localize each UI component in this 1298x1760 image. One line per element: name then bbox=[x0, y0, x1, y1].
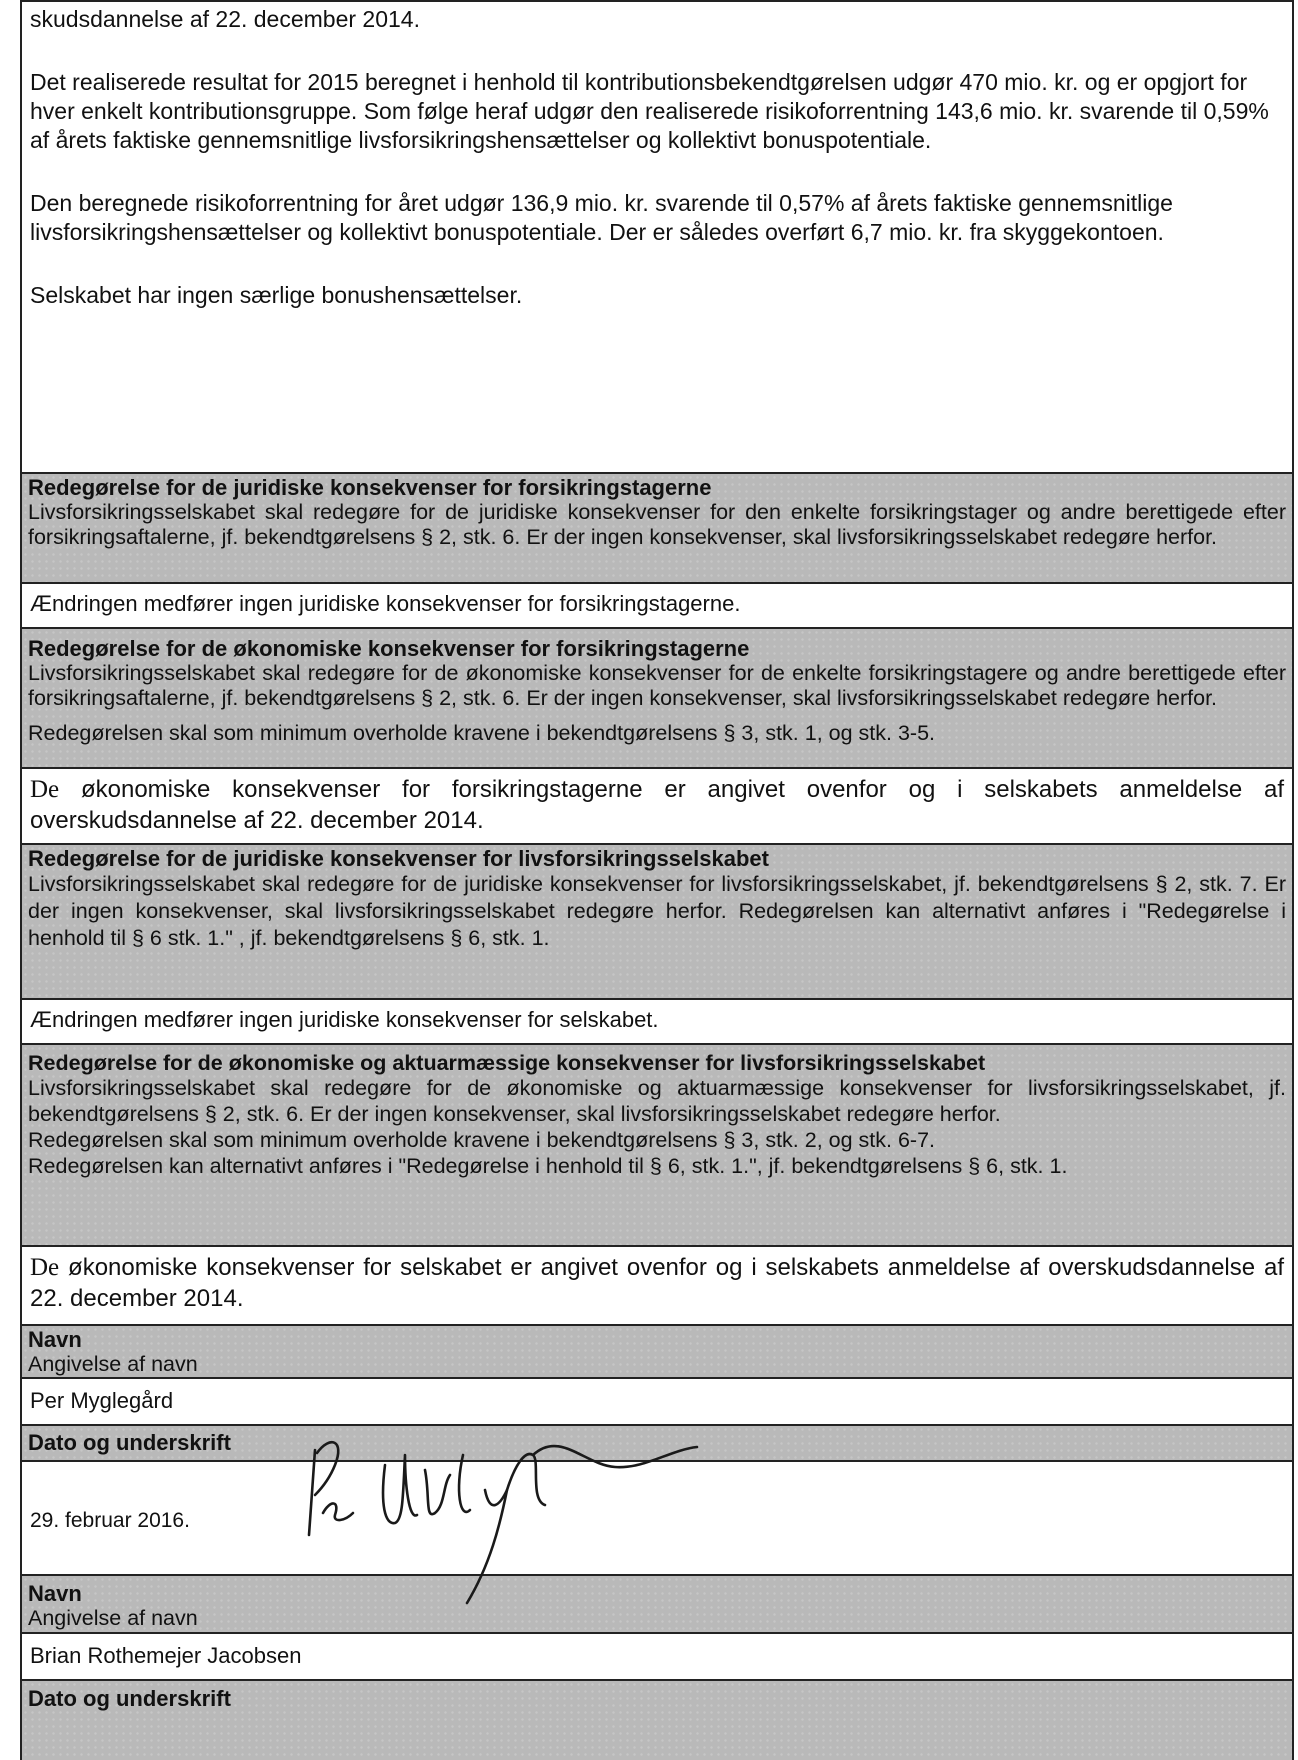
oekonomisk-selskab-response bbox=[22, 1247, 1292, 1314]
signer1-name-value: Per Myglegård bbox=[30, 1388, 174, 1413]
oekonomisk-selskab-heading: Redegørelse for de økonomiske og aktuarmæssige konsekvenser for livsforsikringsselskabet bbox=[28, 1051, 986, 1075]
paragraph-1: skudsdannelse af 22. december 2014. bbox=[30, 6, 420, 32]
juridisk-tagere-response: Ændringen medfører ingen juridiske konsekvenser for forsikringstagerne. bbox=[30, 591, 741, 616]
juridisk-selskab-description: Livsforsikringsselskabet skal redegøre for de juridiske konsekvenser for livsforsikringsselskabet, jf. bekendtgørelsens § 2, stk. 7. Er der ingen konsekvenser, skal livsforsikringsselskabet redegøre herfor. Redegørelsen kan alternativt anføres i "Redegørelse i henhold til § 6 stk. 1." , jf. bekendtgørelsens § 6, stk. 1. bbox=[28, 872, 1286, 950]
signer1-date-heading: Dato og underskrift bbox=[28, 1430, 231, 1455]
oekonomisk-tagere-description: Livsforsikringsselskabet skal redegøre for de økonomiske konsekvenser for de enkelte forsikringstagere og andre berettigede efter forsikringsaftalerne, jf. bekendtgørelsens § 2, stk. 6. Er der ingen konsekvenser, skal livsforsikringsselskabet redegøre herfor. bbox=[28, 661, 1286, 710]
oekonomisk-selskab-response-cell bbox=[22, 1245, 1292, 1324]
signer2-name-heading: Navn bbox=[28, 1581, 82, 1606]
juridisk-selskab-response-cell bbox=[22, 998, 1292, 1043]
oekonomisk-selskab-description: Livsforsikringsselskabet skal redegøre for de økonomiske og aktuarmæssige konsekvenser for livsforsikringsselskabet, jf. bekendtgørelsens § 2, stk. 6. Er der ingen konsekvenser, skal livsforsikringsselskabet redegøre herfor. bbox=[28, 1076, 1286, 1126]
signer1-name-hint: Angivelse af navn bbox=[28, 1352, 198, 1376]
signer2-date-heading: Dato og underskrift bbox=[28, 1686, 231, 1711]
oekonomisk-selskab-header-cell bbox=[22, 1043, 1292, 1245]
signer1-name-heading: Navn bbox=[28, 1327, 82, 1352]
juridisk-tagere-header-cell bbox=[22, 472, 1292, 582]
oekonomisk-selskab-description-3: Redegørelsen kan alternativt anføres i "Redegørelse i henhold til § 6, stk. 1.", jf. bekendtgørelsens § 6, stk. 1. bbox=[28, 1154, 1068, 1178]
signer2-date-header-cell bbox=[22, 1679, 1292, 1760]
signer2-name-cell bbox=[22, 1632, 1292, 1679]
juridisk-tagere-description: Livsforsikringsselskabet skal redegøre for de juridiske konsekvenser for den enkelte forsikringstager og andre berettigede efter forsikringsaftalerne, jf. bekendtgørelsens § 2, stk. 6. Er der ingen konsekvenser, skal livsforsikringsselskabet redegøre herfor. bbox=[28, 500, 1286, 549]
signer2-name-hint: Angivelse af navn bbox=[28, 1606, 198, 1630]
juridisk-tagere-heading: Redegørelse for de juridiske konsekvenser for forsikringstagerne bbox=[28, 475, 712, 500]
oekonomisk-selskab-response-rest: økonomiske konsekvenser for selskabet er angivet ovenfor og i selskabets anmeldelse af overskudsdannelse af 22. december 2014. bbox=[30, 1254, 1284, 1312]
handwritten-signature bbox=[285, 1395, 705, 1605]
oekonomisk-tagere-header-cell bbox=[22, 627, 1292, 767]
signer1-date-value: 29. februar 2016. bbox=[30, 1509, 190, 1532]
oekonomisk-tagere-response-cell bbox=[22, 767, 1292, 843]
oekonomisk-tagere-response-start: De bbox=[30, 776, 60, 803]
paragraph-2: Det realiserede resultat for 2015 beregnet i henhold til kontributionsbekendtgørelsen udgør 470 mio. kr. og er opgjort for hver enkelt kontributionsgruppe. Som følge heraf udgør den realiserede risikoforrentning 143,6 mio. kr. svarende til 0,59% af årets faktiske gennemsnitlige livsforsikringshensættelser og kollektivt bonuspotentiale. bbox=[30, 69, 1269, 153]
oekonomisk-tagere-description-2: Redegørelsen skal som minimum overholde kravene i bekendtgørelsens § 3, stk. 1, og stk. 3-5. bbox=[28, 721, 935, 745]
oekonomisk-selskab-description-2: Redegørelsen skal som minimum overholde kravene i bekendtgørelsens § 3, stk. 2, og stk. 6-7. bbox=[28, 1128, 935, 1152]
juridisk-selskab-header-cell bbox=[22, 843, 1292, 998]
oekonomisk-tagere-response bbox=[22, 769, 1292, 836]
oekonomisk-tagere-response-rest: økonomiske konsekvenser for forsikringstagerne er angivet ovenfor og i selskabets anmeldelse af overskudsdannelse af 22. december 2014. bbox=[30, 776, 1284, 834]
signer1-name-header-cell bbox=[22, 1324, 1292, 1377]
top-text-section bbox=[22, 0, 1292, 472]
paragraph-3: Den beregnede risikoforrentning for året udgør 136,9 mio. kr. svarende til 0,57% af årets faktiske gennemsnitlige livsforsikringshensættelser og kollektivt bonuspotentiale. Der er således overført 6,7 mio. kr. fra skyggekontoen. bbox=[30, 190, 1173, 245]
oekonomisk-tagere-heading: Redegørelse for de økonomiske konsekvenser for forsikringstagerne bbox=[28, 636, 750, 661]
oekonomisk-selskab-response-start: De bbox=[30, 1254, 60, 1281]
paragraph-4: Selskabet har ingen særlige bonushensættelser. bbox=[30, 282, 523, 308]
juridisk-tagere-response-cell bbox=[22, 582, 1292, 627]
signer2-name-value: Brian Rothemejer Jacobsen bbox=[30, 1643, 302, 1668]
juridisk-selskab-heading: Redegørelse for de juridiske konsekvenser for livsforsikringsselskabet bbox=[28, 846, 769, 871]
juridisk-selskab-response: Ændringen medfører ingen juridiske konsekvenser for selskabet. bbox=[30, 1007, 659, 1032]
